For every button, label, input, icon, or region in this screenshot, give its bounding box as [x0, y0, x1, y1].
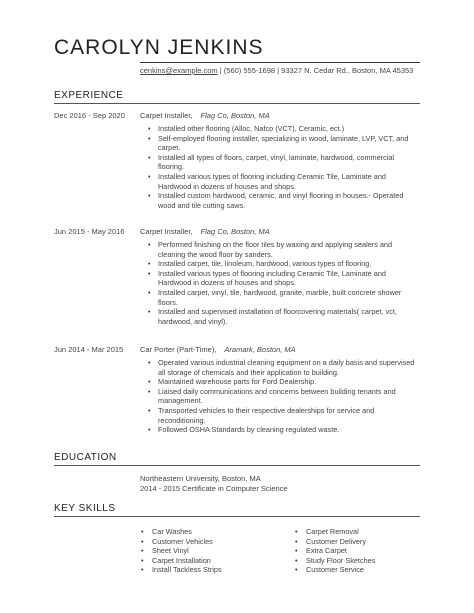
skill-item: • Sheet Vinyl — [152, 546, 222, 556]
job-company: Aramark, Boston, MA — [224, 345, 296, 354]
bullet-item: • Operated various industrial cleaning equipment on a daily basis and supervised all storage of chemicals and their application to building. — [158, 358, 416, 377]
skills-rule — [54, 516, 420, 517]
experience-heading: EXPERIENCE — [54, 90, 124, 101]
bullet-item: • Installed and supervised installation of floorcovering materials( carpet, vct, hardwood, and vinyl). — [158, 307, 416, 326]
job-bullets — [158, 124, 416, 210]
education-rule — [54, 465, 420, 466]
bullet-item: • Performed finishing on the floor tiles by waxing and applying sealers and cleaning the wood floor by sanders. — [158, 240, 416, 259]
bullet-item: • Self-employed flooring installer, specializing in wood, laminate, LVP, VCT, and carpet. — [158, 134, 416, 153]
job-dates: Jun 2014 - Mar 2015 — [54, 345, 124, 354]
skill-item: • Carpet Removal — [306, 527, 375, 537]
skill-item: • Car Washes — [152, 527, 222, 537]
job-dates: Jun 2015 - May 2016 — [54, 227, 125, 236]
job-dates: Dec 2016 - Sep 2020 — [54, 111, 125, 120]
header-rule — [140, 62, 420, 63]
bullet-item: • Installed various types of flooring including Ceramic Tile, Laminate and Hardwood in dozens of houses and shops. — [158, 172, 416, 191]
job-role: Car Porter (Part-Time), — [140, 345, 217, 354]
job-role: Carpet Installer, — [140, 227, 193, 236]
skill-item: • Extra Carpet — [306, 546, 375, 556]
bullet-item: • Installed various types of flooring including Ceramic Tile, Laminate and Hardwood in dozens of houses and shops. — [158, 269, 416, 288]
bullet-item: • Installed all types of floors, carpet, vinyl, laminate, hardwood, commercial flooring. — [158, 153, 416, 172]
job-title — [140, 111, 270, 120]
experience-rule — [54, 103, 420, 104]
education-school: Northeastern University, Boston, MA — [140, 474, 261, 483]
skills-list-left — [152, 527, 222, 575]
skill-item: • Customer Delivery — [306, 537, 375, 547]
skill-item: • Customer Service — [306, 565, 375, 575]
job-bullets — [158, 240, 416, 326]
contact-line — [140, 66, 413, 75]
candidate-name: CAROLYN JENKINS — [54, 36, 264, 59]
job-company: Flag Co, Boston, MA — [200, 111, 270, 120]
bullet-item: • Followed OSHA Standards by cleaning regulated waste. — [158, 425, 416, 435]
job-title — [140, 227, 270, 236]
bullet-item: • Installed other flooring (Alloc, Nafco (VCT), Ceramic, ect.) — [158, 124, 416, 134]
education-heading: EDUCATION — [54, 452, 117, 463]
skill-item: • Carpet Installation — [152, 556, 222, 566]
contact-details: | (560) 555-1698 | 93327 N. Cedar Rd., Boston, MA 45353 — [217, 66, 414, 75]
job-company: Flag Co, Boston, MA — [200, 227, 270, 236]
job-bullets — [158, 358, 416, 435]
bullet-item: • Maintained warehouse parts for Ford Dealership. — [158, 377, 416, 387]
skills-heading: KEY SKILLS — [54, 503, 116, 514]
skill-item: • Study Floor Sketches — [306, 556, 375, 566]
skills-list-right — [306, 527, 375, 575]
bullet-item: • Installed custom hardwood, ceramic, and vinyl flooring in houses.- Operated wood and tile cutting saws. — [158, 191, 416, 210]
email-link[interactable]: cenkins@example.com — [140, 66, 218, 75]
education-degree: 2014 - 2015 Certificate in Computer Science — [140, 484, 288, 493]
bullet-item: • Transported vehicles to their respective dealerships for service and reconditioning. — [158, 406, 416, 425]
skill-item: • Customer Vehicles — [152, 537, 222, 547]
job-role: Carpet Installer, — [140, 111, 193, 120]
bullet-item: • Installed carpet, vinyl, tile, hardwood, granite, marble, built concrete shower floors. — [158, 288, 416, 307]
bullet-item: • Liaised daily communications and concerns between building tenants and management. — [158, 387, 416, 406]
skill-item: • Install Tackless Strips — [152, 565, 222, 575]
bullet-item: • Installed carpet, tile, linoleum, hardwood, various types of flooring. — [158, 259, 416, 269]
job-title — [140, 345, 296, 354]
